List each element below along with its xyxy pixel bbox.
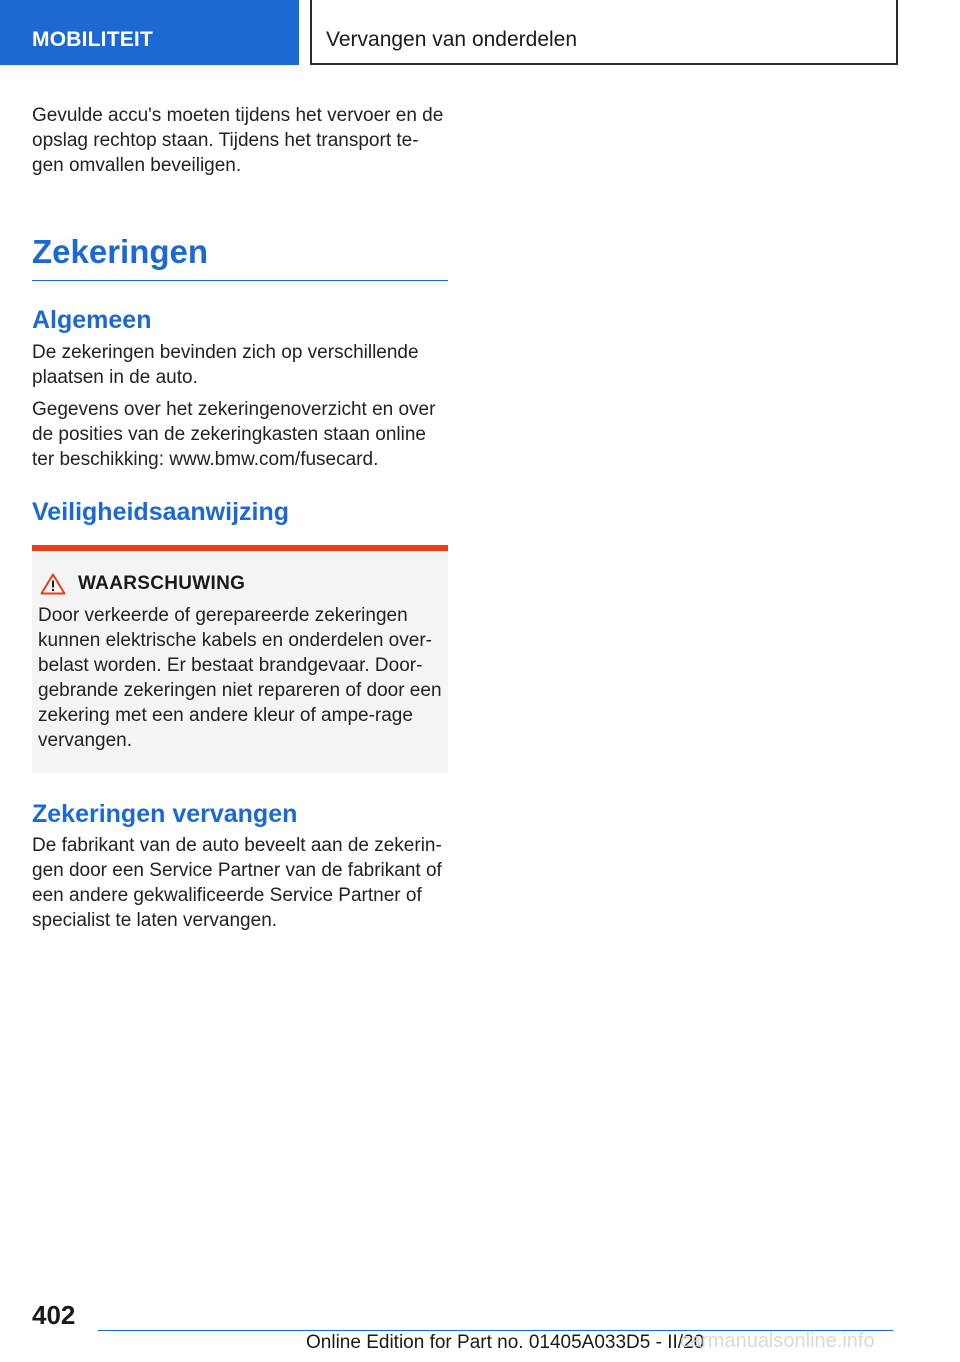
page-title: Zekeringen xyxy=(32,232,448,281)
heading-veiligheid: Veiligheidsaanwijzing xyxy=(32,498,290,526)
vervangen-paragraph: De fabrikant van de auto beveelt aan de zekerin-gen door een Service Partner van de fabrikant of een andere gekwalificeerde Service Partner of specialist te laten vervangen. xyxy=(32,835,442,931)
warning-text: Door verkeerde of gerepareerde zekeringen kunnen elektrische kabels en onderdelen over-belast worden. Er bestaat brandgevaar. Door-gebrande zekeringen niet repareren of door een zekering met een andere kleur of ampe-rage vervangen. xyxy=(38,605,442,751)
chapter-title: Vervangen van onderdelen xyxy=(326,28,578,51)
warning-box xyxy=(32,545,448,773)
warning-triangle-icon xyxy=(40,573,66,595)
algemeen-paragraph-2: Gegevens over het zekeringenoverzicht en over de posities van de zekeringkasten staan online ter beschikking: www.bmw.com/fusecard. xyxy=(32,399,436,470)
main-column xyxy=(32,103,448,940)
section-title: MOBILITEIT xyxy=(32,28,153,51)
edition-note: Online Edition for Part no. 01405A033D5 - II/20 xyxy=(306,1332,705,1353)
warning-header xyxy=(38,573,442,595)
warning-title: WAARSCHUWING xyxy=(78,573,246,594)
intro-paragraph: Gevulde accu's moeten tijdens het vervoer en de opslag rechtop staan. Tijdens het transport te-gen omvallen beveiligen. xyxy=(32,105,444,176)
watermark: carmanualsonline.info xyxy=(680,1330,875,1352)
section-tab xyxy=(0,0,299,65)
heading-algemeen: Algemeen xyxy=(32,306,152,334)
heading-vervangen: Zekeringen vervangen xyxy=(32,800,298,828)
chapter-header xyxy=(310,0,898,65)
algemeen-paragraph-1: De zekeringen bevinden zich op verschillende plaatsen in de auto. xyxy=(32,342,419,388)
page-number: 402 xyxy=(32,1300,76,1330)
